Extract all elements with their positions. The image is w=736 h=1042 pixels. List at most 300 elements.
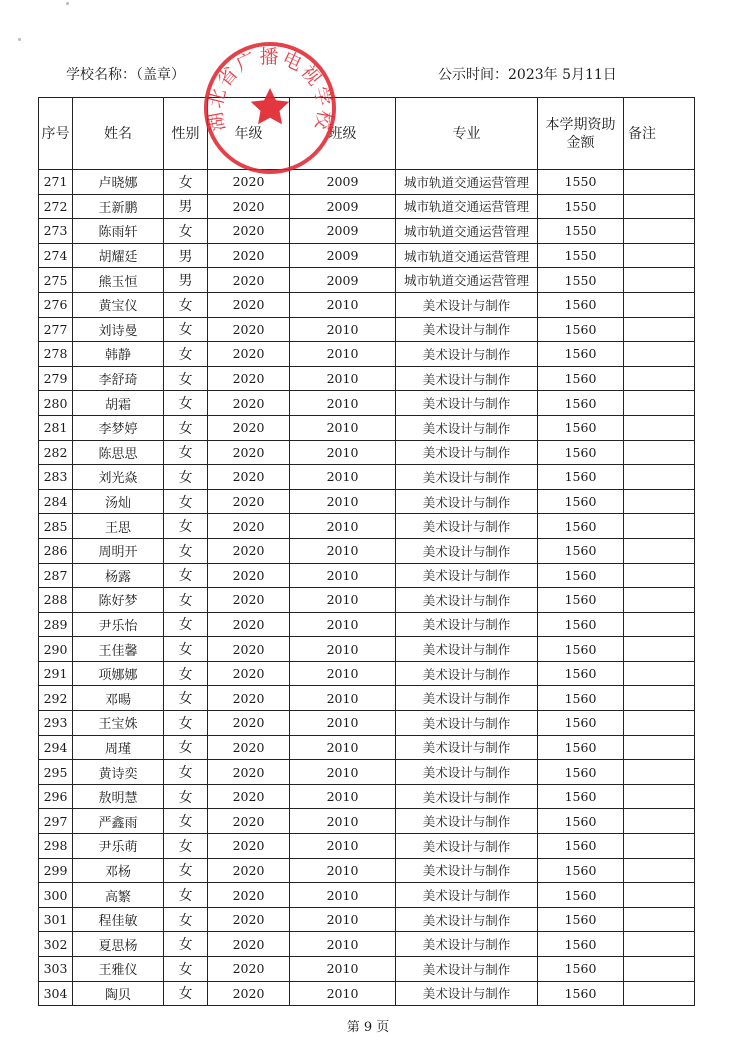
cell-name: 熊玉恒 (73, 268, 164, 293)
cell-amount: 1560 (538, 612, 624, 637)
table-row (39, 588, 695, 613)
col-header-major: 专业 (396, 98, 538, 170)
cell-grade: 2020 (208, 292, 290, 317)
cell-major: 美术设计与制作 (396, 489, 538, 514)
table-row (39, 415, 695, 440)
cell-major: 美术设计与制作 (396, 440, 538, 465)
cell-grade: 2020 (208, 538, 290, 563)
table-row (39, 268, 695, 293)
cell-name: 陈思思 (73, 440, 164, 465)
cell-note (624, 292, 695, 317)
cell-seq: 272 (39, 194, 73, 219)
cell-note (624, 170, 695, 195)
cell-major: 美术设计与制作 (396, 366, 538, 391)
cell-note (624, 440, 695, 465)
cell-amount: 1560 (538, 661, 624, 686)
cell-grade: 2020 (208, 219, 290, 244)
cell-major: 美术设计与制作 (396, 686, 538, 711)
cell-amount: 1560 (538, 440, 624, 465)
cell-amount: 1560 (538, 784, 624, 809)
seal-star-icon (251, 88, 290, 124)
table-row (39, 366, 695, 391)
cell-note (624, 243, 695, 268)
cell-class: 2010 (290, 858, 396, 883)
cell-amount: 1560 (538, 858, 624, 883)
cell-amount: 1560 (538, 342, 624, 367)
cell-note (624, 391, 695, 416)
cell-class: 2009 (290, 243, 396, 268)
cell-amount: 1560 (538, 686, 624, 711)
cell-seq: 290 (39, 637, 73, 662)
cell-gender: 女 (164, 735, 208, 760)
cell-gender: 女 (164, 440, 208, 465)
cell-name: 项娜娜 (73, 661, 164, 686)
col-header-class: 班级 (290, 98, 396, 170)
cell-grade: 2020 (208, 735, 290, 760)
cell-amount: 1560 (538, 292, 624, 317)
cell-amount: 1550 (538, 243, 624, 268)
table-row (39, 219, 695, 244)
cell-seq: 275 (39, 268, 73, 293)
cell-major: 美术设计与制作 (396, 292, 538, 317)
table-row (39, 489, 695, 514)
cell-note (624, 883, 695, 908)
cell-name: 尹乐萌 (73, 834, 164, 859)
cell-major: 美术设计与制作 (396, 514, 538, 539)
cell-grade: 2020 (208, 588, 290, 613)
cell-gender: 女 (164, 170, 208, 195)
cell-seq: 289 (39, 612, 73, 637)
scan-speck (18, 38, 21, 41)
cell-amount: 1560 (538, 957, 624, 982)
cell-name: 王宝姝 (73, 711, 164, 736)
cell-gender: 女 (164, 834, 208, 859)
cell-class: 2010 (290, 932, 396, 957)
cell-class: 2009 (290, 194, 396, 219)
cell-note (624, 366, 695, 391)
cell-note (624, 612, 695, 637)
cell-amount: 1560 (538, 735, 624, 760)
cell-seq: 274 (39, 243, 73, 268)
cell-note (624, 686, 695, 711)
cell-amount: 1550 (538, 219, 624, 244)
cell-major: 美术设计与制作 (396, 760, 538, 785)
cell-class: 2010 (290, 317, 396, 342)
cell-major: 美术设计与制作 (396, 907, 538, 932)
cell-gender: 女 (164, 415, 208, 440)
cell-note (624, 588, 695, 613)
cell-major: 美术设计与制作 (396, 834, 538, 859)
table-row (39, 957, 695, 982)
cell-grade: 2020 (208, 981, 290, 1006)
cell-gender: 女 (164, 489, 208, 514)
cell-grade: 2020 (208, 809, 290, 834)
cell-name: 陈好梦 (73, 588, 164, 613)
cell-amount: 1550 (538, 194, 624, 219)
cell-class: 2010 (290, 415, 396, 440)
table-row (39, 883, 695, 908)
cell-seq: 285 (39, 514, 73, 539)
cell-class: 2010 (290, 760, 396, 785)
cell-class: 2010 (290, 342, 396, 367)
cell-note (624, 760, 695, 785)
cell-note (624, 268, 695, 293)
cell-gender: 女 (164, 342, 208, 367)
cell-grade: 2020 (208, 563, 290, 588)
cell-grade: 2020 (208, 465, 290, 490)
cell-grade: 2020 (208, 711, 290, 736)
cell-name: 陶贝 (73, 981, 164, 1006)
seal-text: 湖北省广播电视学校 (204, 45, 336, 134)
cell-grade: 2020 (208, 932, 290, 957)
cell-seq: 287 (39, 563, 73, 588)
cell-gender: 女 (164, 366, 208, 391)
cell-seq: 304 (39, 981, 73, 1006)
cell-note (624, 661, 695, 686)
cell-class: 2010 (290, 489, 396, 514)
cell-seq: 300 (39, 883, 73, 908)
cell-note (624, 465, 695, 490)
table-row (39, 292, 695, 317)
cell-gender: 女 (164, 858, 208, 883)
cell-class: 2010 (290, 465, 396, 490)
cell-grade: 2020 (208, 514, 290, 539)
cell-class: 2010 (290, 957, 396, 982)
cell-class: 2010 (290, 661, 396, 686)
cell-class: 2009 (290, 170, 396, 195)
cell-gender: 女 (164, 686, 208, 711)
cell-class: 2010 (290, 563, 396, 588)
cell-note (624, 637, 695, 662)
cell-seq: 299 (39, 858, 73, 883)
cell-amount: 1560 (538, 711, 624, 736)
cell-amount: 1560 (538, 514, 624, 539)
col-header-amount-line1: 本学期资助 (545, 116, 616, 133)
cell-note (624, 834, 695, 859)
cell-note (624, 981, 695, 1006)
cell-gender: 男 (164, 268, 208, 293)
cell-name: 黄诗奕 (73, 760, 164, 785)
cell-gender: 女 (164, 760, 208, 785)
cell-note (624, 735, 695, 760)
cell-seq: 273 (39, 219, 73, 244)
cell-grade: 2020 (208, 391, 290, 416)
cell-name: 王佳馨 (73, 637, 164, 662)
cell-seq: 286 (39, 538, 73, 563)
cell-note (624, 317, 695, 342)
cell-class: 2010 (290, 981, 396, 1006)
cell-major: 美术设计与制作 (396, 538, 538, 563)
cell-class: 2010 (290, 809, 396, 834)
cell-note (624, 858, 695, 883)
cell-major: 美术设计与制作 (396, 465, 538, 490)
cell-gender: 女 (164, 661, 208, 686)
table-row (39, 391, 695, 416)
cell-name: 王思 (73, 514, 164, 539)
cell-major: 美术设计与制作 (396, 563, 538, 588)
cell-class: 2010 (290, 834, 396, 859)
page-number: 第 9 页 (346, 1020, 390, 1035)
cell-seq: 303 (39, 957, 73, 982)
cell-amount: 1550 (538, 268, 624, 293)
col-header-amount (538, 98, 624, 170)
cell-grade: 2020 (208, 366, 290, 391)
cell-gender: 女 (164, 514, 208, 539)
cell-name: 李梦婷 (73, 415, 164, 440)
cell-major: 美术设计与制作 (396, 317, 538, 342)
cell-grade: 2020 (208, 957, 290, 982)
cell-amount: 1560 (538, 415, 624, 440)
col-header-amount-line2: 金额 (566, 134, 595, 151)
cell-note (624, 219, 695, 244)
col-header-gender: 性别 (164, 98, 208, 170)
cell-grade: 2020 (208, 415, 290, 440)
cell-grade: 2020 (208, 612, 290, 637)
cell-gender: 女 (164, 391, 208, 416)
cell-name: 敖明慧 (73, 784, 164, 809)
cell-class: 2010 (290, 883, 396, 908)
cell-grade: 2020 (208, 268, 290, 293)
cell-gender: 女 (164, 612, 208, 637)
cell-grade: 2020 (208, 907, 290, 932)
table-row (39, 194, 695, 219)
cell-grade: 2020 (208, 883, 290, 908)
cell-amount: 1560 (538, 932, 624, 957)
school-seal (200, 38, 340, 178)
col-header-note: 备注 (624, 98, 695, 170)
cell-amount: 1560 (538, 563, 624, 588)
cell-major: 美术设计与制作 (396, 858, 538, 883)
cell-seq: 279 (39, 366, 73, 391)
cell-major: 城市轨道交通运营管理 (396, 194, 538, 219)
cell-gender: 女 (164, 981, 208, 1006)
cell-note (624, 784, 695, 809)
cell-class: 2009 (290, 268, 396, 293)
cell-name: 韩静 (73, 342, 164, 367)
cell-name: 高繁 (73, 883, 164, 908)
scan-speck (66, 2, 69, 5)
cell-major: 美术设计与制作 (396, 391, 538, 416)
cell-gender: 女 (164, 957, 208, 982)
cell-amount: 1560 (538, 538, 624, 563)
cell-major: 美术设计与制作 (396, 711, 538, 736)
col-header-seq: 序号 (39, 98, 73, 170)
cell-seq: 296 (39, 784, 73, 809)
cell-class: 2010 (290, 784, 396, 809)
cell-class: 2010 (290, 711, 396, 736)
cell-amount: 1560 (538, 489, 624, 514)
cell-gender: 女 (164, 711, 208, 736)
cell-gender: 女 (164, 538, 208, 563)
table-row (39, 932, 695, 957)
cell-major: 城市轨道交通运营管理 (396, 219, 538, 244)
subsidy-table (38, 97, 695, 1006)
cell-gender: 女 (164, 219, 208, 244)
cell-note (624, 514, 695, 539)
cell-grade: 2020 (208, 440, 290, 465)
cell-major: 美术设计与制作 (396, 883, 538, 908)
cell-amount: 1560 (538, 760, 624, 785)
col-header-name: 姓名 (73, 98, 164, 170)
cell-major: 美术设计与制作 (396, 957, 538, 982)
cell-amount: 1560 (538, 465, 624, 490)
cell-major: 美术设计与制作 (396, 981, 538, 1006)
cell-note (624, 489, 695, 514)
cell-grade: 2020 (208, 686, 290, 711)
table-row (39, 834, 695, 859)
cell-name: 周明开 (73, 538, 164, 563)
cell-name: 王雅仪 (73, 957, 164, 982)
col-header-grade: 年级 (208, 98, 290, 170)
table-row (39, 243, 695, 268)
cell-gender: 男 (164, 194, 208, 219)
table-row (39, 907, 695, 932)
table-row (39, 465, 695, 490)
cell-seq: 276 (39, 292, 73, 317)
cell-major: 美术设计与制作 (396, 588, 538, 613)
cell-gender: 女 (164, 809, 208, 834)
cell-amount: 1560 (538, 883, 624, 908)
cell-note (624, 957, 695, 982)
table-row (39, 170, 695, 195)
cell-gender: 女 (164, 588, 208, 613)
cell-class: 2010 (290, 686, 396, 711)
cell-class: 2010 (290, 735, 396, 760)
cell-gender: 女 (164, 932, 208, 957)
cell-seq: 295 (39, 760, 73, 785)
cell-seq: 291 (39, 661, 73, 686)
cell-grade: 2020 (208, 760, 290, 785)
publish-date-label: 公示时间：2023年 5月11日 (438, 67, 617, 83)
table-row (39, 760, 695, 785)
cell-class: 2010 (290, 440, 396, 465)
table-row (39, 637, 695, 662)
cell-grade: 2020 (208, 194, 290, 219)
cell-amount: 1560 (538, 366, 624, 391)
cell-major: 美术设计与制作 (396, 415, 538, 440)
cell-class: 2010 (290, 637, 396, 662)
cell-major: 美术设计与制作 (396, 661, 538, 686)
cell-class: 2010 (290, 588, 396, 613)
cell-class: 2009 (290, 219, 396, 244)
cell-note (624, 194, 695, 219)
cell-class: 2010 (290, 514, 396, 539)
cell-grade: 2020 (208, 784, 290, 809)
cell-name: 邓暘 (73, 686, 164, 711)
table-row (39, 342, 695, 367)
cell-major: 城市轨道交通运营管理 (396, 243, 538, 268)
cell-note (624, 538, 695, 563)
cell-major: 美术设计与制作 (396, 809, 538, 834)
cell-seq: 281 (39, 415, 73, 440)
table-row (39, 317, 695, 342)
cell-class: 2010 (290, 907, 396, 932)
cell-seq: 283 (39, 465, 73, 490)
table-row (39, 686, 695, 711)
cell-name: 汤灿 (73, 489, 164, 514)
cell-amount: 1560 (538, 588, 624, 613)
cell-gender: 女 (164, 784, 208, 809)
cell-name: 周瑾 (73, 735, 164, 760)
cell-class: 2010 (290, 292, 396, 317)
cell-name: 黄宝仪 (73, 292, 164, 317)
cell-seq: 284 (39, 489, 73, 514)
cell-major: 美术设计与制作 (396, 784, 538, 809)
cell-seq: 271 (39, 170, 73, 195)
cell-class: 2010 (290, 366, 396, 391)
cell-gender: 女 (164, 563, 208, 588)
table-row (39, 563, 695, 588)
cell-name: 王新鹏 (73, 194, 164, 219)
cell-major: 美术设计与制作 (396, 735, 538, 760)
cell-name: 杨露 (73, 563, 164, 588)
table-row (39, 735, 695, 760)
cell-name: 陈雨轩 (73, 219, 164, 244)
cell-amount: 1560 (538, 981, 624, 1006)
cell-gender: 女 (164, 637, 208, 662)
cell-amount: 1550 (538, 170, 624, 195)
cell-name: 严鑫雨 (73, 809, 164, 834)
cell-grade: 2020 (208, 834, 290, 859)
cell-name: 胡耀廷 (73, 243, 164, 268)
cell-name: 卢晓娜 (73, 170, 164, 195)
cell-seq: 297 (39, 809, 73, 834)
cell-note (624, 563, 695, 588)
cell-seq: 302 (39, 932, 73, 957)
cell-seq: 294 (39, 735, 73, 760)
cell-name: 刘诗曼 (73, 317, 164, 342)
cell-class: 2010 (290, 612, 396, 637)
table-row (39, 440, 695, 465)
cell-gender: 女 (164, 465, 208, 490)
table-row (39, 612, 695, 637)
cell-seq: 298 (39, 834, 73, 859)
table-row (39, 711, 695, 736)
cell-amount: 1560 (538, 809, 624, 834)
cell-seq: 282 (39, 440, 73, 465)
cell-major: 美术设计与制作 (396, 612, 538, 637)
cell-name: 程佳敏 (73, 907, 164, 932)
cell-name: 尹乐怡 (73, 612, 164, 637)
cell-major: 美术设计与制作 (396, 342, 538, 367)
table-row (39, 514, 695, 539)
cell-seq: 301 (39, 907, 73, 932)
table-row (39, 809, 695, 834)
cell-note (624, 809, 695, 834)
cell-seq: 292 (39, 686, 73, 711)
table-row (39, 661, 695, 686)
cell-note (624, 415, 695, 440)
cell-major: 美术设计与制作 (396, 637, 538, 662)
cell-gender: 女 (164, 292, 208, 317)
cell-grade: 2020 (208, 661, 290, 686)
cell-amount: 1560 (538, 391, 624, 416)
cell-grade: 2020 (208, 243, 290, 268)
cell-grade: 2020 (208, 489, 290, 514)
cell-name: 胡霜 (73, 391, 164, 416)
cell-seq: 278 (39, 342, 73, 367)
school-name-label: 学校名称：（盖章） (66, 67, 185, 83)
cell-note (624, 932, 695, 957)
cell-grade: 2020 (208, 317, 290, 342)
cell-amount: 1560 (538, 834, 624, 859)
table-row (39, 784, 695, 809)
cell-grade: 2020 (208, 342, 290, 367)
table-row (39, 538, 695, 563)
table-header-row (39, 98, 695, 170)
cell-gender: 女 (164, 317, 208, 342)
cell-amount: 1560 (538, 637, 624, 662)
